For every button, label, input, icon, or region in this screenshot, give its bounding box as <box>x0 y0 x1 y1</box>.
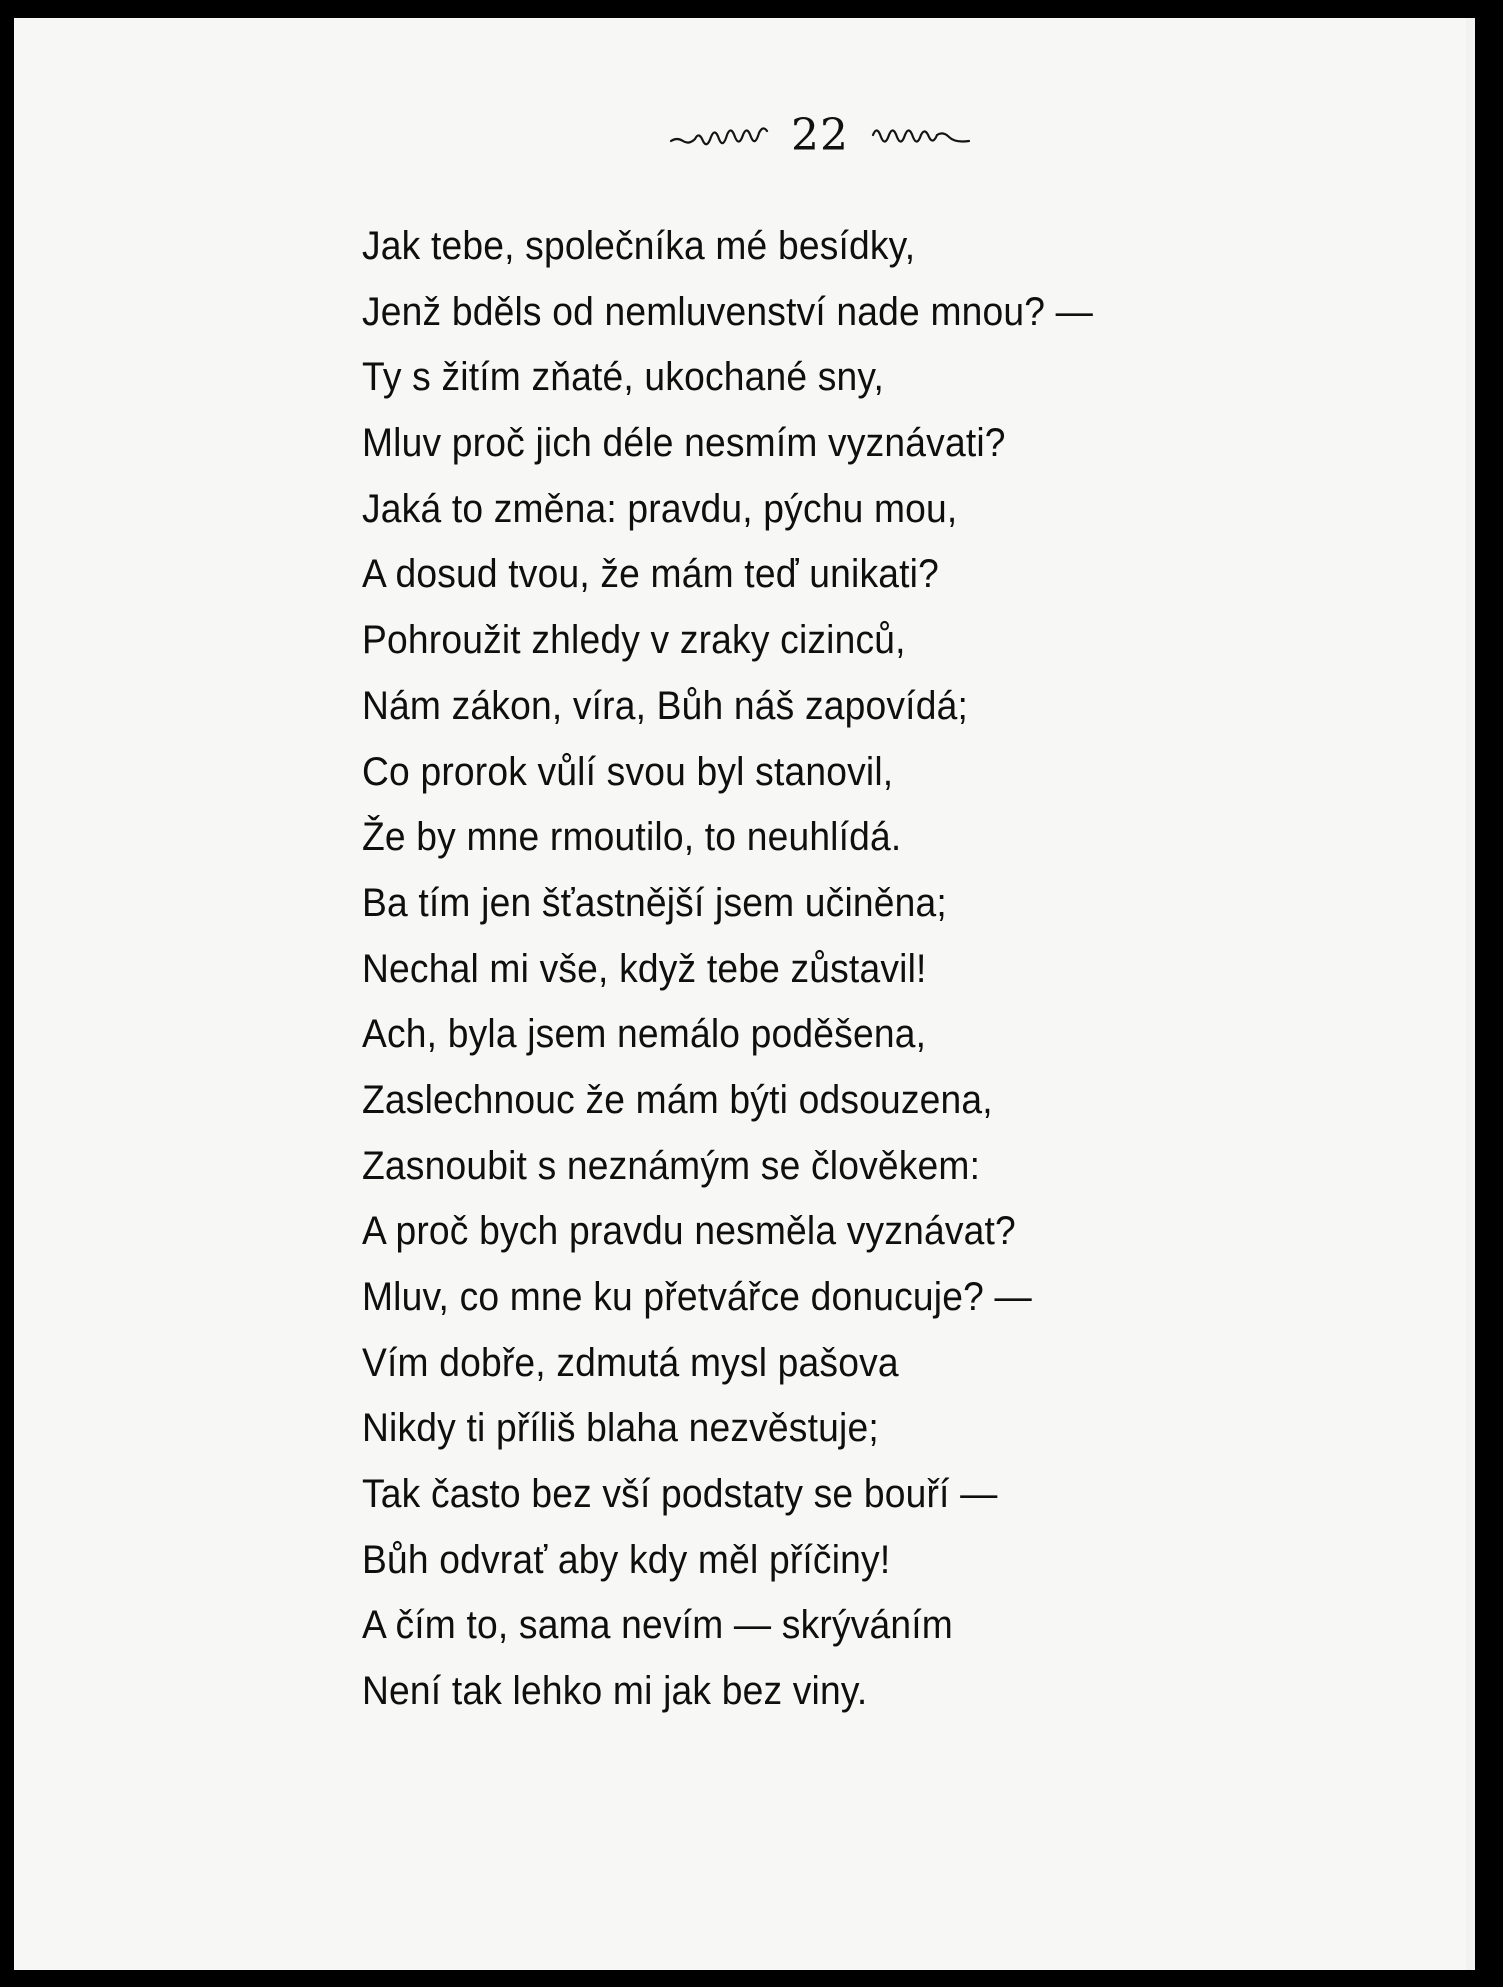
verse-line: Jenž bděls od nemluvenství nade mnou? — <box>362 289 1094 334</box>
verse-line: Pohroužit zhledy v zraky cizinců, <box>362 618 906 663</box>
verse-line: Zaslechnouc že mám býti odsouzena, <box>362 1077 993 1122</box>
verse-line: Ach, byla jsem nemálo poděšena, <box>362 1012 927 1057</box>
verse-line: Zasnoubit s neznámým se člověkem: <box>362 1143 981 1188</box>
verse-line: Není tak lehko mi jak bez viny. <box>362 1669 868 1714</box>
verse-line: Mluv, co mne ku přetvářce donucuje? — <box>362 1275 1032 1319</box>
verse-line: Bůh odvrať aby kdy měl příčiny! <box>362 1537 891 1582</box>
verse-line: Nám zákon, víra, Bůh náš zapovídá; <box>362 683 968 728</box>
page-number: 22 <box>791 110 849 161</box>
verse-line: Nikdy ti příliš blaha nezvěstuje; <box>362 1406 879 1451</box>
verse-line: Ba tím jen šťastnější jsem učiněna; <box>362 880 947 925</box>
verse-line: Že by mne rmoutilo, to neuhlídá. <box>362 815 902 860</box>
verse-line: Tak často bez vší podstaty se bouří — <box>362 1472 998 1517</box>
verse-line: A proč bych pravdu nesměla vyznávat? <box>362 1209 1016 1254</box>
verse-line: Jaká to změna: pravdu, pýchu mou, <box>362 486 958 531</box>
verse-line: Nechal mi vše, když tebe zůstavil! <box>362 946 927 991</box>
wavy-flourish-icon <box>669 121 769 151</box>
poem-text <box>362 214 1362 1725</box>
verse-line: Mluv proč jich déle nesmím vyznávati? <box>362 421 1006 466</box>
page-header <box>14 110 1466 180</box>
verse-line: A dosud tvou, že mám teď unikati? <box>362 552 939 597</box>
verse-line: Ty s žitím zňaté, ukochané sny, <box>362 355 884 400</box>
verse-line: Vím dobře, zdmutá mysl pašova <box>362 1340 899 1385</box>
wavy-flourish-icon <box>871 121 971 151</box>
verse-line: Jak tebe, společníka mé besídky, <box>362 224 916 268</box>
verse-line: Co prorok vůlí svou byl stanovil, <box>362 749 894 794</box>
verse-line: A čím to, sama nevím — skrýváním <box>362 1603 953 1648</box>
book-page <box>14 18 1466 1970</box>
page-edge <box>1466 18 1475 1970</box>
